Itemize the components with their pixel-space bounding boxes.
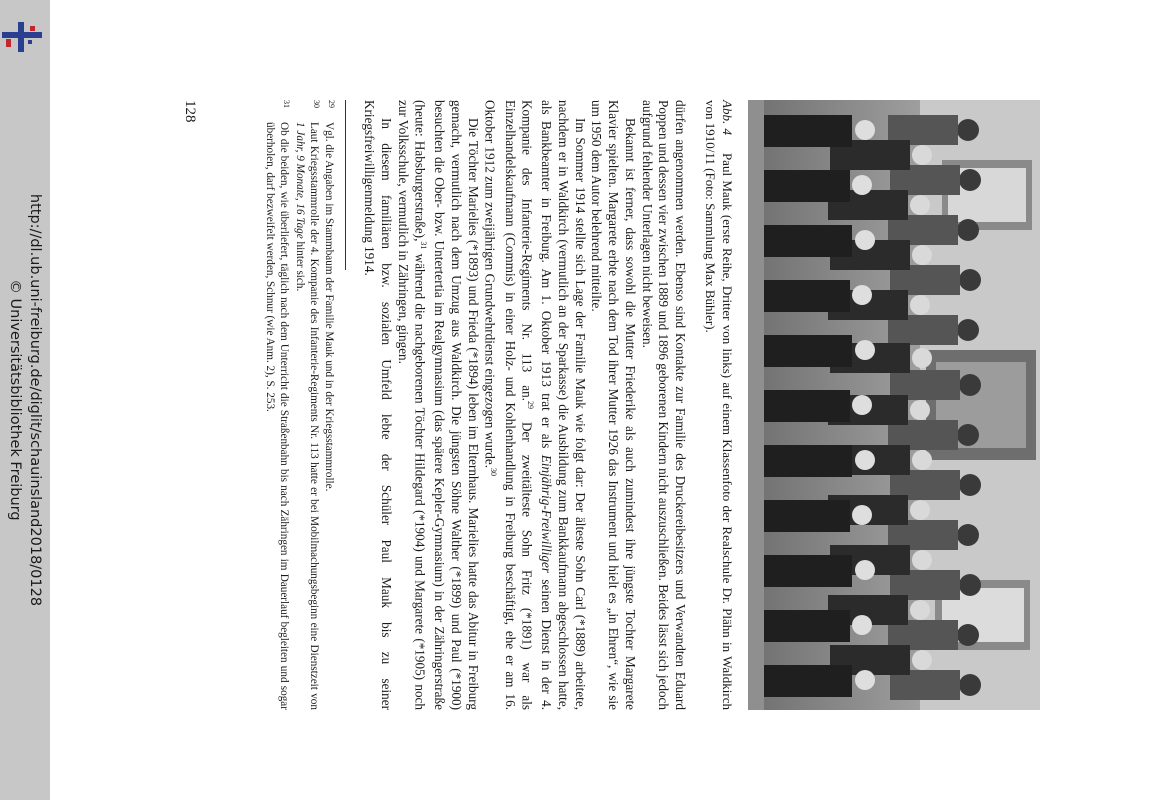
- paragraph: In diesem familiären bzw. sozialen Umfeld lebte der Schüler Paul Mauk bis zu seiner Kriegsfreiwilligenmeldung 1914.: [362, 100, 394, 710]
- paragraph: Bekannt ist ferner, dass sowohl die Mutter Friederike als auch zumindest ihre jüngste Tochter Margarete Klavier spielten. Margarete erbte nach dem Tod ihrer Mutter 1926 das Instrument und hielt es „in Ehren“, wie sie um 1950 dem Autor belehrend mitteilte.: [589, 100, 638, 710]
- sidebar-source-info: [0, 0, 50, 800]
- footnote-number: 29: [327, 100, 336, 108]
- footnote-number: 31: [282, 100, 292, 108]
- class-photo-graphic: [748, 100, 1040, 710]
- footnote-item: [292, 100, 320, 710]
- figure-caption: [702, 100, 736, 710]
- text-run-italic: Einjährig-Freiwilliger: [539, 454, 555, 574]
- footnote-divider: [345, 100, 346, 270]
- figure-label: Abb. 4: [720, 100, 735, 135]
- paragraph: [481, 100, 588, 710]
- copyright-notice: © Universitätsbibliothek Freiburg: [7, 279, 23, 521]
- footnote-text: Ob die beiden, wie überliefert, täglich nach dem Unterricht die Straßenbahn bis nach Zähringen im Dauerlauf begleiten und sogar überholen, darf bezweifelt werden, Schnur (wie Anm. 2), S. 253.: [264, 122, 291, 710]
- text-run: Der zweitälteste Sohn Fritz (*1891) war als Einzelhandelskaufmann (Commis) in einer Holz- und Kohlenhandlung in Freiburg beschäftigt, ehe er am 16. Oktober 1912 zum zweijährigen Grundwehrdienst eingezogen wurde.: [482, 100, 535, 710]
- body-text: [360, 100, 688, 710]
- figure-caption-text: Paul Mauk (erste Reihe, Dritter von links) auf einem Klassenfoto der Realschule Dr. Plähn in Waldkirch von 1910/11 (Foto: Sammlung Max Bühler).: [703, 100, 735, 710]
- text-run: Im Sommer 1914 stellte sich Lage der Familie Mauk wie folgt dar: Der älteste Sohn Carl (*1889) arbeitete, nachdem er in Waldkirch (vermutlich an der Sparkasse) die Ausbildung zum Bankkaufmann abgeschlossen hatte, als Bankbeamter in Freiburg. Am 1. Oktober 1913 trat er als: [539, 100, 588, 710]
- class-photo: [748, 100, 1040, 710]
- footnote-text: Vgl. die Angaben im Stammbaum der Familie Mauk und in der Kriegsstammrolle.: [323, 122, 335, 492]
- footnote-text-italic: 1 Jahr, 9 Monate, 16 Tage: [293, 122, 306, 239]
- paragraph: dürfen angenommen werden. Ebenso sind Kontakte zur Familie des Druckereibesitzers und Verwandten Eduard Poppen und dessen vier zwischen 1889 und 1896 geborenen Kindern nicht auszuschließen. Beides lässt sich jedoch aufgrund fehlender Unterlagen nicht beweisen.: [639, 100, 688, 710]
- footnote-text: hinter sich.: [293, 238, 306, 292]
- footnote-number: 30: [311, 100, 321, 108]
- text-run: seinen Dienst in der 4. Kompanie des Infanterie-Regiments Nr. 113 an.: [519, 100, 555, 710]
- footnote-item: [322, 100, 336, 710]
- footnote-ref[interactable]: 31: [418, 241, 428, 250]
- page-number: 128: [182, 100, 198, 123]
- footnote-ref[interactable]: 29: [525, 400, 535, 409]
- footnote-item: [263, 100, 291, 710]
- text-run: Die Töchter Marielies (*1893) und Frieda (*1894) leben im Elternhaus. Marielies hatte das Abitur in Freiburg gemacht, vermutlich nach dem Umzug aus Waldkirch. Die jüngsten Söhne Walther (*1899) und Paul (*1900) besuchten die Ober- bzw. Untertertia im Realgymnasium (das spätere Kepler-Gymnasium) in der Zähringerstraße (heute: Habsburgerstraße),: [412, 100, 481, 710]
- footnote-text: Laut Kriegsstammrolle der 4. Kompanie des Infanterie-Regiments Nr. 113 hatte er bei Mobilmachungsbeginn eine Dienstzeit von: [307, 122, 320, 710]
- scanned-page: [90, 100, 1040, 720]
- footnotes: [262, 100, 336, 710]
- text-run: während die nachgeborenen Töchter Hildegard (*1904) und Margarete (*1905) noch zur Volksschule, vermutlich in Zähringen, gingen.: [395, 100, 428, 711]
- footnote-ref[interactable]: 30: [488, 468, 498, 477]
- source-url-link[interactable]: http://dl.ub.uni-freiburg.de/diglit/schauinsland2018/0128: [27, 193, 43, 607]
- viewer-sidebar: [0, 0, 50, 800]
- paragraph: [394, 100, 481, 710]
